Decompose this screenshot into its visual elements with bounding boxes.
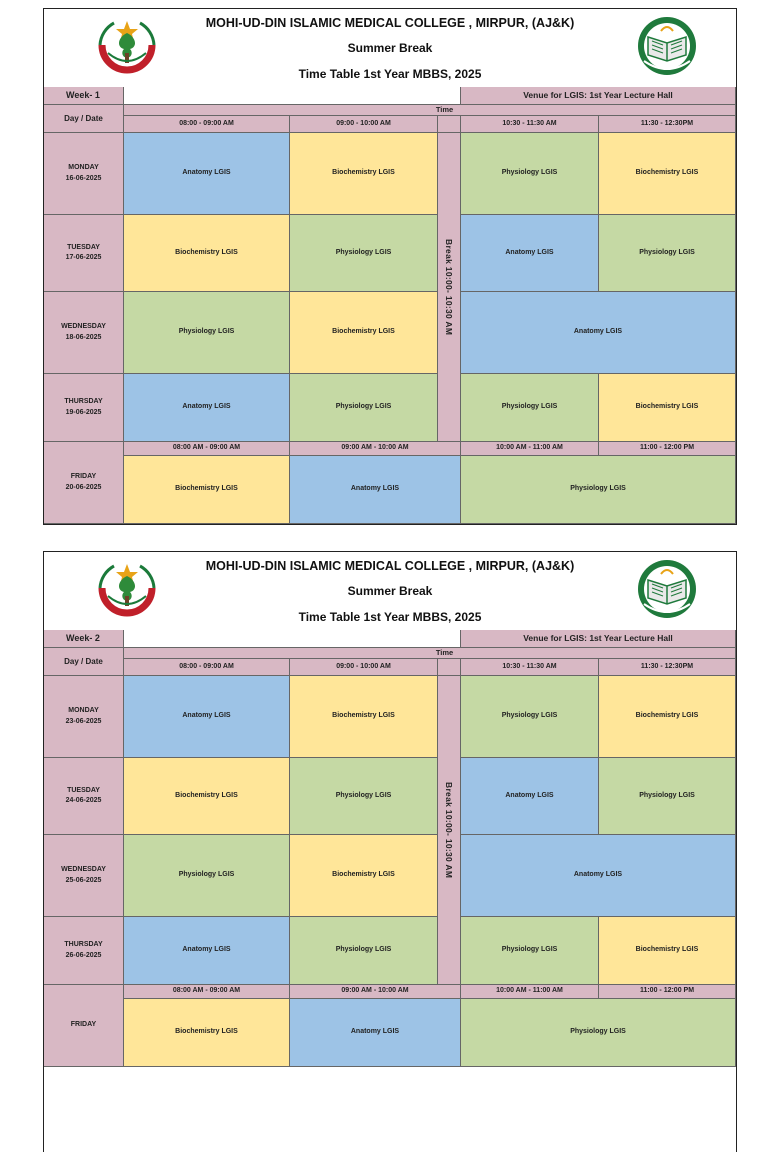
day-name: WEDNESDAY bbox=[61, 323, 106, 331]
class-cell-physiology: Physiology LGIS bbox=[461, 676, 599, 758]
time-slot-header: 11:30 - 12:30PM bbox=[599, 659, 736, 676]
time-slot-header: 08:00 - 09:00 AM bbox=[124, 659, 290, 676]
time-header: Time bbox=[124, 105, 736, 116]
day-date: 25-06-2025 bbox=[65, 876, 102, 884]
day-date: 17-06-2025 bbox=[65, 254, 102, 261]
class-cell-biochemistry: Biochemistry LGIS bbox=[290, 835, 438, 917]
break-column-top bbox=[438, 659, 461, 676]
friday-slot-header: 09:00 AM - 10:00 AM bbox=[290, 442, 461, 456]
class-cell-anatomy: Anatomy LGIS bbox=[124, 374, 290, 442]
class-cell-physiology: Physiology LGIS bbox=[461, 999, 736, 1067]
class-cell-anatomy: Anatomy LGIS bbox=[461, 215, 599, 292]
schedule-subtitle: Summer Break bbox=[347, 41, 433, 55]
day-date-header: Day / Date bbox=[44, 105, 124, 133]
college-name: MOHI-UD-DIN ISLAMIC MEDICAL COLLEGE , MIRPUR, (AJ&K) bbox=[205, 16, 575, 30]
venue-label: Venue for LGIS: 1st Year Lecture Hall bbox=[461, 87, 736, 105]
class-cell-biochemistry: Biochemistry LGIS bbox=[290, 292, 438, 374]
day-date: 26-06-2025 bbox=[65, 951, 102, 959]
class-cell-physiology: Physiology LGIS bbox=[124, 835, 290, 917]
day-date-cell bbox=[44, 985, 124, 1067]
class-cell-physiology: Physiology LGIS bbox=[461, 374, 599, 442]
day-name: THURSDAY bbox=[64, 398, 103, 406]
class-cell-physiology: Physiology LGIS bbox=[461, 917, 599, 985]
class-cell-anatomy: Anatomy LGIS bbox=[461, 292, 736, 374]
week-blank bbox=[124, 87, 461, 105]
day-date-cell bbox=[44, 374, 124, 442]
day-date: 20-06-2025 bbox=[65, 483, 102, 491]
timetable-title: Time Table 1st Year MBBS, 2025 bbox=[298, 67, 482, 81]
week-blank bbox=[124, 630, 461, 648]
timetable-title: Time Table 1st Year MBBS, 2025 bbox=[298, 610, 482, 624]
day-name: TUESDAY bbox=[67, 243, 100, 251]
class-cell-biochemistry: Biochemistry LGIS bbox=[124, 456, 290, 524]
day-date-cell bbox=[44, 917, 124, 985]
break-column-top bbox=[438, 116, 461, 133]
day-date: 23-06-2025 bbox=[65, 717, 102, 725]
class-cell-physiology: Physiology LGIS bbox=[290, 758, 438, 835]
day-name: TUESDAY bbox=[67, 786, 100, 794]
class-cell-anatomy: Anatomy LGIS bbox=[461, 835, 736, 917]
day-name: WEDNESDAY bbox=[61, 866, 106, 874]
class-cell-anatomy: Anatomy LGIS bbox=[124, 133, 290, 215]
day-name: FRIDAY bbox=[70, 1021, 97, 1029]
sheet-header bbox=[44, 552, 736, 630]
class-cell-anatomy: Anatomy LGIS bbox=[461, 758, 599, 835]
venue-label: Venue for LGIS: 1st Year Lecture Hall bbox=[461, 630, 736, 648]
class-cell-physiology: Physiology LGIS bbox=[599, 758, 736, 835]
week-label: Week- 1 bbox=[44, 87, 124, 105]
class-cell-biochemistry: Biochemistry LGIS bbox=[290, 133, 438, 215]
friday-slot-header: 10:00 AM - 11:00 AM bbox=[461, 442, 599, 456]
class-cell-physiology: Physiology LGIS bbox=[599, 215, 736, 292]
college-name: MOHI-UD-DIN ISLAMIC MEDICAL COLLEGE , MIRPUR, (AJ&K) bbox=[205, 559, 575, 573]
class-cell-physiology: Physiology LGIS bbox=[461, 456, 736, 524]
timetable-sheet bbox=[43, 8, 737, 525]
class-cell-physiology: Physiology LGIS bbox=[124, 292, 290, 374]
time-slot-header: 10:30 - 11:30 AM bbox=[461, 116, 599, 133]
day-name: FRIDAY bbox=[70, 473, 97, 481]
sheet-header bbox=[44, 9, 736, 87]
day-date-cell bbox=[44, 292, 124, 374]
schedule-subtitle: Summer Break bbox=[347, 584, 433, 598]
day-date: 18-06-2025 bbox=[65, 333, 102, 341]
class-cell-biochemistry: Biochemistry LGIS bbox=[124, 758, 290, 835]
class-cell-biochemistry: Biochemistry LGIS bbox=[290, 676, 438, 758]
friday-slot-header: 11:00 - 12:00 PM bbox=[599, 985, 736, 999]
break-column: Break 10:00- 10:30 AM bbox=[438, 676, 461, 985]
day-date-cell bbox=[44, 676, 124, 758]
class-cell-anatomy: Anatomy LGIS bbox=[290, 456, 461, 524]
break-column: Break 10:00- 10:30 AM bbox=[438, 133, 461, 442]
timetable-sheet bbox=[43, 551, 737, 1152]
day-date-cell bbox=[44, 133, 124, 215]
class-cell-physiology: Physiology LGIS bbox=[461, 133, 599, 215]
friday-slot-header: 08:00 AM - 09:00 AM bbox=[124, 442, 290, 456]
class-cell-anatomy: Anatomy LGIS bbox=[124, 917, 290, 985]
day-date-header: Day / Date bbox=[44, 648, 124, 676]
class-cell-physiology: Physiology LGIS bbox=[290, 215, 438, 292]
class-cell-biochemistry: Biochemistry LGIS bbox=[599, 133, 736, 215]
class-cell-physiology: Physiology LGIS bbox=[290, 374, 438, 442]
class-cell-anatomy: Anatomy LGIS bbox=[124, 676, 290, 758]
class-cell-anatomy: Anatomy LGIS bbox=[290, 999, 461, 1067]
class-cell-biochemistry: Biochemistry LGIS bbox=[599, 917, 736, 985]
class-cell-biochemistry: Biochemistry LGIS bbox=[124, 215, 290, 292]
day-date-cell bbox=[44, 758, 124, 835]
day-name: MONDAY bbox=[68, 707, 99, 715]
time-slot-header: 09:00 - 10:00 AM bbox=[290, 116, 438, 133]
time-slot-header: 09:00 - 10:00 AM bbox=[290, 659, 438, 676]
day-date: 24-06-2025 bbox=[65, 797, 102, 804]
class-cell-biochemistry: Biochemistry LGIS bbox=[599, 676, 736, 758]
day-name: MONDAY bbox=[68, 164, 99, 172]
day-date: 16-06-2025 bbox=[65, 174, 102, 182]
day-date-cell bbox=[44, 215, 124, 292]
class-cell-biochemistry: Biochemistry LGIS bbox=[599, 374, 736, 442]
class-cell-physiology: Physiology LGIS bbox=[290, 917, 438, 985]
day-name: THURSDAY bbox=[64, 941, 103, 949]
time-slot-header: 08:00 - 09:00 AM bbox=[124, 116, 290, 133]
time-header: Time bbox=[124, 648, 736, 659]
day-date-cell bbox=[44, 442, 124, 524]
time-slot-header: 11:30 - 12:30PM bbox=[599, 116, 736, 133]
day-date: 19-06-2025 bbox=[65, 408, 102, 416]
friday-slot-header: 11:00 - 12:00 PM bbox=[599, 442, 736, 456]
friday-slot-header: 09:00 AM - 10:00 AM bbox=[290, 985, 461, 999]
week-label: Week- 2 bbox=[44, 630, 124, 648]
friday-slot-header: 08:00 AM - 09:00 AM bbox=[124, 985, 290, 999]
day-date-cell bbox=[44, 835, 124, 917]
friday-slot-header: 10:00 AM - 11:00 AM bbox=[461, 985, 599, 999]
class-cell-biochemistry: Biochemistry LGIS bbox=[124, 999, 290, 1067]
time-slot-header: 10:30 - 11:30 AM bbox=[461, 659, 599, 676]
